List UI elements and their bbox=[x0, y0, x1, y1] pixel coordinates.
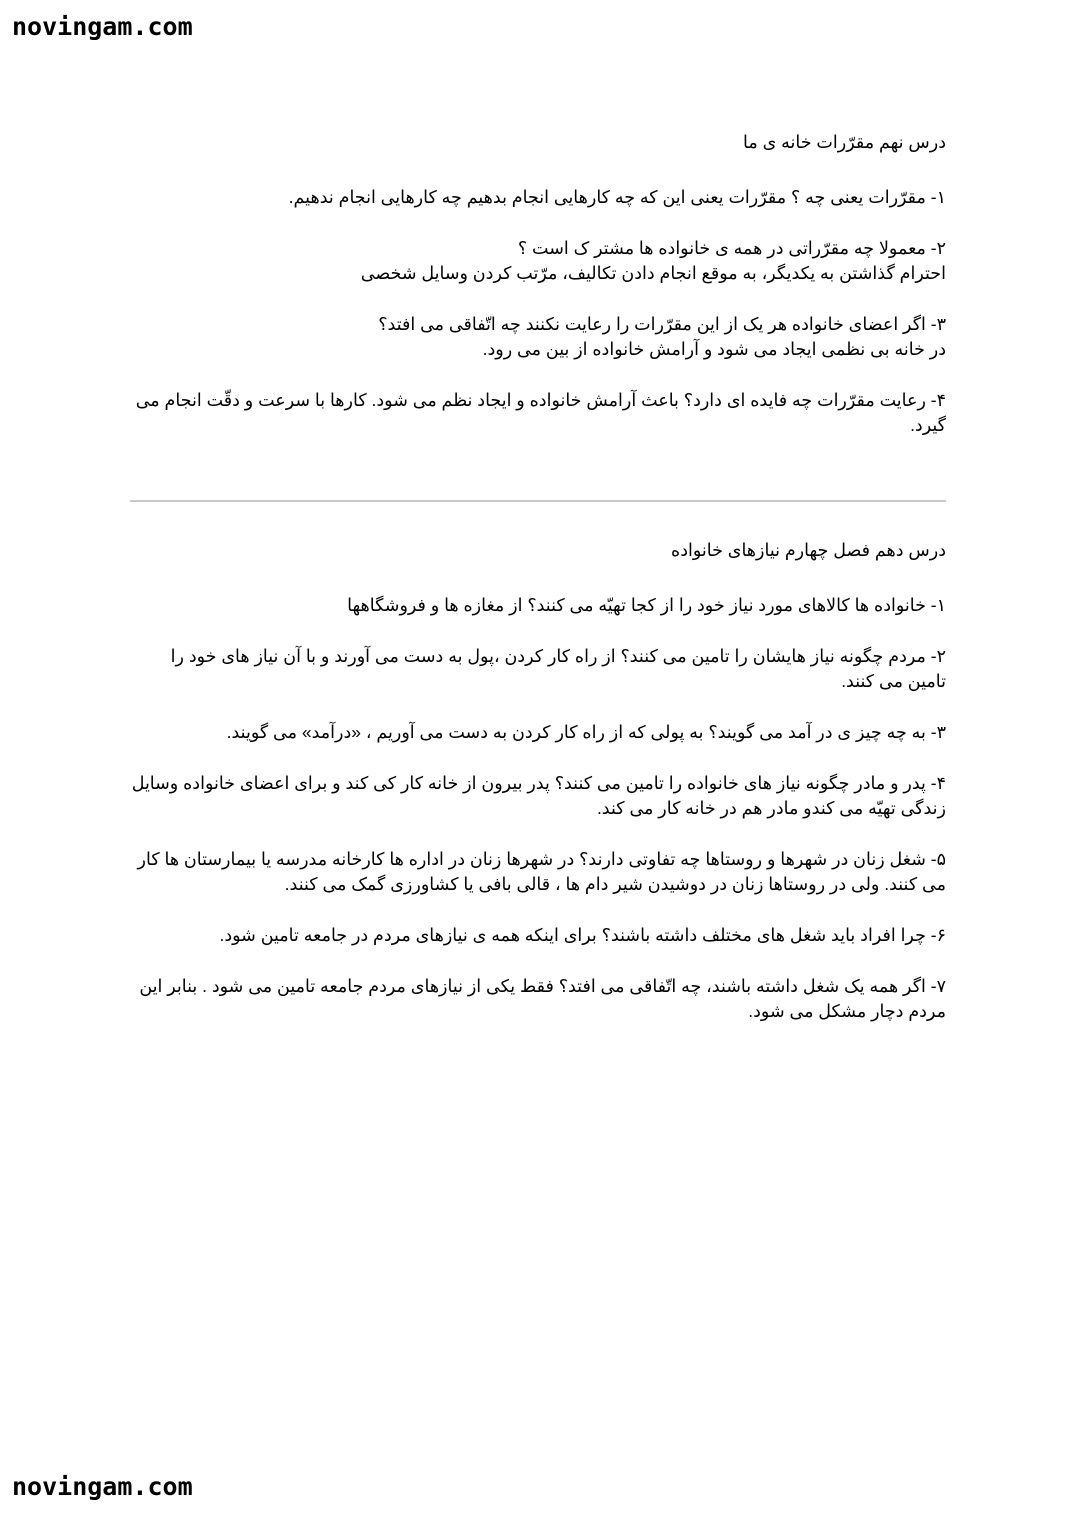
question-text: ۳- به چه چیز ی در آمد می گویند؟ به پولی که از راه کار کردن به دست می آوریم ، «درآمد» می گویند. bbox=[226, 722, 946, 742]
lesson-nine-questions bbox=[130, 185, 946, 438]
lesson-ten-title: درس دهم فصل چهارم نیازهای خانواده bbox=[671, 540, 946, 560]
question-text: ۶- چرا افراد باید شغل های مختلف داشته باشند؟ برای اینکه همه ی نیازهای مردم در جامعه تامین شود. bbox=[219, 925, 946, 945]
question-answer-item bbox=[130, 593, 946, 618]
site-watermark-top: novingam.com bbox=[12, 12, 193, 41]
question-text: ۳- اگر اعضای خانواده هر یک از این مقرّرات را رعایت نکنند چه اتّفاقی می افتد؟ bbox=[378, 314, 946, 334]
answer-text: در خانه بی نظمی ایجاد می شود و آرامش خانواده از بین می رود. bbox=[482, 339, 946, 359]
question-answer-item bbox=[130, 185, 946, 210]
question-text: ۲- معمولا چه مقرّراتی در همه ی خانواده ها مشتر ک است ؟ bbox=[517, 238, 946, 258]
lesson-ten-section bbox=[130, 538, 946, 1050]
question-text: ۷- اگر همه یک شغل داشته باشند، چه اتّفاقی می افتد؟ فقط یکی از نیازهای مردم جامعه تامین می شود . بنابر این مردم دچار مشکل می شود. bbox=[139, 976, 946, 1021]
site-watermark-bottom: novingam.com bbox=[12, 1472, 193, 1501]
question-answer-item bbox=[130, 236, 946, 286]
question-text: ۱- خانواده ها کالاهای مورد نیاز خود را از کجا تهیّه می کنند؟ از مغازه ها و فروشگاهها bbox=[347, 595, 946, 615]
question-answer-item bbox=[130, 974, 946, 1024]
question-text: ۴- پدر و مادر چگونه نیاز های خانواده را تامین می کنند؟ پدر بیرون از خانه کار کی کند و برای اعضای خانواده وسایل زندگی تهیّه می کندو مادر هم در خانه کار می کند. bbox=[131, 773, 946, 818]
question-answer-item bbox=[130, 720, 946, 745]
question-answer-item bbox=[130, 312, 946, 362]
lesson-ten-questions bbox=[130, 593, 946, 1024]
question-text: ۲- مردم چگونه نیاز هایشان را تامین می کنند؟ از راه کار کردن ،پول به دست می آورند و با آن نیاز های خود را تامین می کنند. bbox=[170, 646, 946, 691]
question-answer-item bbox=[130, 847, 946, 897]
question-text: ۱- مقرّرات یعنی چه ؟ مقرّرات یعنی این که چه کارهایی انجام بدهیم چه کارهایی انجام ندهیم. bbox=[288, 187, 946, 207]
section-divider bbox=[130, 500, 946, 502]
question-answer-item bbox=[130, 771, 946, 821]
question-answer-item bbox=[130, 644, 946, 694]
question-answer-item bbox=[130, 388, 946, 438]
question-answer-item bbox=[130, 923, 946, 948]
lesson-nine-section bbox=[130, 130, 946, 464]
lesson-nine-title: درس نهم مقرّرات خانه ی ما bbox=[743, 132, 946, 152]
question-text: ۴- رعایت مقرّرات چه فایده ای دارد؟ باعث آرامش خانواده و ایجاد نظم می شود. کارها با سرعت و دقّت انجام می گیرد. bbox=[135, 390, 946, 435]
answer-text: احترام گذاشتن به یکدیگر، به موقع انجام دادن تکالیف، مرّتب کردن وسایل شخصی bbox=[360, 263, 946, 283]
question-text: ۵- شغل زنان در شهرها و روستاها چه تفاوتی دارند؟ در شهرها زنان در اداره ها کارخانه مدرسه یا بیمارستان ها کار می کنند. ولی در روستاها زنان در دوشیدن شیر دام ها ، قالی بافی یا کشاورزی گمک می کنند. bbox=[137, 849, 946, 894]
